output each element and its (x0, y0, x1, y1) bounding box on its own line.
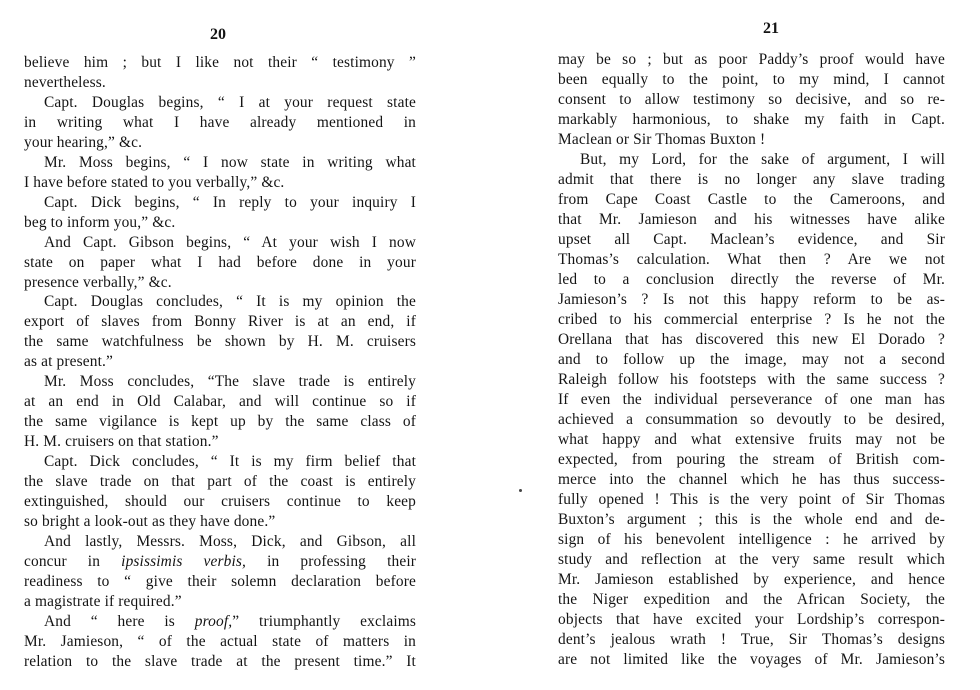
text-line: cribed to his commercial enterprise ? Is he not the (558, 311, 945, 328)
text-line: fully opened ! This is the very point of Sir Thomas (558, 491, 945, 508)
text-line: If even the individual perseverance of one man has (558, 391, 945, 408)
text-line: at an end in Old Calabar, and will continue so if (24, 393, 416, 410)
text-line (24, 552, 416, 572)
text-line: I have before stated to you verbally,” &c. (24, 174, 285, 191)
text-line: relation to the slave trade at the present time.” It (24, 653, 416, 670)
text-line: Mr. Jamieson, “ of the actual state of matters in (24, 633, 416, 650)
text-line: believe him ; but I like not their “ testimony ” (24, 54, 416, 71)
text-line: consent to allow testimony so decisive, and so re- (558, 91, 945, 108)
text-line: beg to inform you,” &c. (24, 214, 176, 231)
text-line: your hearing,” &c. (24, 134, 143, 151)
text-line: Thomas’s calculation. What then ? Are we not (558, 251, 945, 268)
text-line: presence verbally,” &c. (24, 274, 172, 291)
text-line: extinguished, should our cruisers continue to keep (24, 493, 416, 510)
text-line: export of slaves from Bonny River is at an end, if (24, 313, 416, 330)
text-line: the Niger expedition and the African Society, the (558, 591, 945, 608)
text-line: the same watchfulness be shown by H. M. cruisers (24, 333, 416, 350)
text-line: expected, from pouring the stream of British com- (558, 451, 945, 468)
text-line: admit that there is no longer any slave trading (558, 171, 945, 188)
text-line: Capt. Douglas concludes, “ It is my opinion the (44, 293, 416, 310)
text-line: achieved a consummation so devoutly to be desired, (558, 411, 945, 428)
text-line: are not limited like the voyages of Mr. Jamieson’s (558, 651, 945, 668)
text-line: readiness to “ give their solemn declaration before (24, 573, 416, 590)
text-run: in professing their (267, 553, 417, 570)
text-line: may be so ; but as poor Paddy’s proof would have (558, 51, 945, 68)
text-line: objects that have excited your Lordship’s correspon- (558, 611, 945, 628)
text-line: Mr. Moss begins, “ I now state in writing what (44, 154, 416, 171)
text-line: And Capt. Gibson begins, “ At your wish I now (44, 234, 416, 251)
text-line: But, my Lord, for the sake of argument, I will (580, 151, 945, 168)
page-number: 20 (210, 26, 226, 43)
text-line: nevertheless. (24, 74, 106, 91)
text-line: study and reflection at the very same result which (558, 551, 945, 568)
text-line (44, 612, 416, 632)
text-line: Capt. Dick begins, “ In reply to your inquiry I (44, 194, 416, 211)
text-run: ” triumphantly exclaims (232, 613, 417, 630)
page-number: 21 (763, 20, 779, 37)
text-line: the slave trade on that part of the coast is entirely (24, 473, 416, 490)
text-line: sign of his benevolent intelligence : he arrived by (558, 531, 945, 548)
text-line: upset all Capt. Maclean’s evidence, and Sir (558, 231, 945, 248)
text-line: Maclean or Sir Thomas Buxton ! (558, 131, 766, 148)
text-line: Mr. Jamieson established by experience, and hence (558, 571, 945, 588)
text-line: Mr. Moss concludes, “The slave trade is entirely (44, 373, 416, 390)
text-line: a magistrate if required.” (24, 593, 182, 610)
text-line: Raleigh follow his footsteps with the same success ? (558, 371, 945, 388)
text-line: been equally to the point, to my mind, I cannot (558, 71, 945, 88)
text-run: And “ here is (44, 613, 175, 630)
text-line: Capt. Dick concludes, “ It is my firm belief that (44, 453, 416, 470)
text-line: state on paper what I had before done in your (24, 254, 416, 271)
right-page (490, 0, 980, 690)
text-line: led to a conclusion directly the reverse of Mr. (558, 271, 945, 288)
text-line: as at present.” (24, 353, 113, 370)
text-line: in writing what I have already mentioned in (24, 114, 416, 131)
text-line: and to follow up the image, may not a second (558, 351, 945, 368)
text-line: so bright a look-out as they have done.” (24, 513, 276, 530)
text-line: from Cape Coast Castle to the Cameroons, and (558, 191, 945, 208)
text-line: Buxton’s argument ; this is the whole end and de- (558, 511, 945, 528)
text-run: concur in (24, 553, 101, 570)
text-line: markably harmonious, to shake my faith in Capt. (558, 111, 945, 128)
text-line: dent’s jealous wrath ! True, Sir Thomas’s designs (558, 631, 945, 648)
italic-text: ipsissimis verbis, (121, 553, 247, 570)
text-line: Capt. Douglas begins, “ I at your request state (44, 94, 416, 111)
text-line: Jamieson’s ? Is not this happy reform to be as- (558, 291, 945, 308)
text-line: what happy and what extensive fruits may not be (558, 431, 945, 448)
italic-text: proof, (194, 613, 233, 630)
text-line: that Mr. Jamieson and his witnesses have alike (558, 211, 945, 228)
text-line: H. M. cruisers on that station.” (24, 433, 219, 450)
text-line: merce into the channel which he has thus success- (558, 471, 945, 488)
text-line: And lastly, Messrs. Moss, Dick, and Gibson, all (44, 533, 416, 550)
text-line: Orellana that has discovered this new El Dorado ? (558, 331, 945, 348)
text-line: the same vigilance is kept up by the same class of (24, 413, 416, 430)
